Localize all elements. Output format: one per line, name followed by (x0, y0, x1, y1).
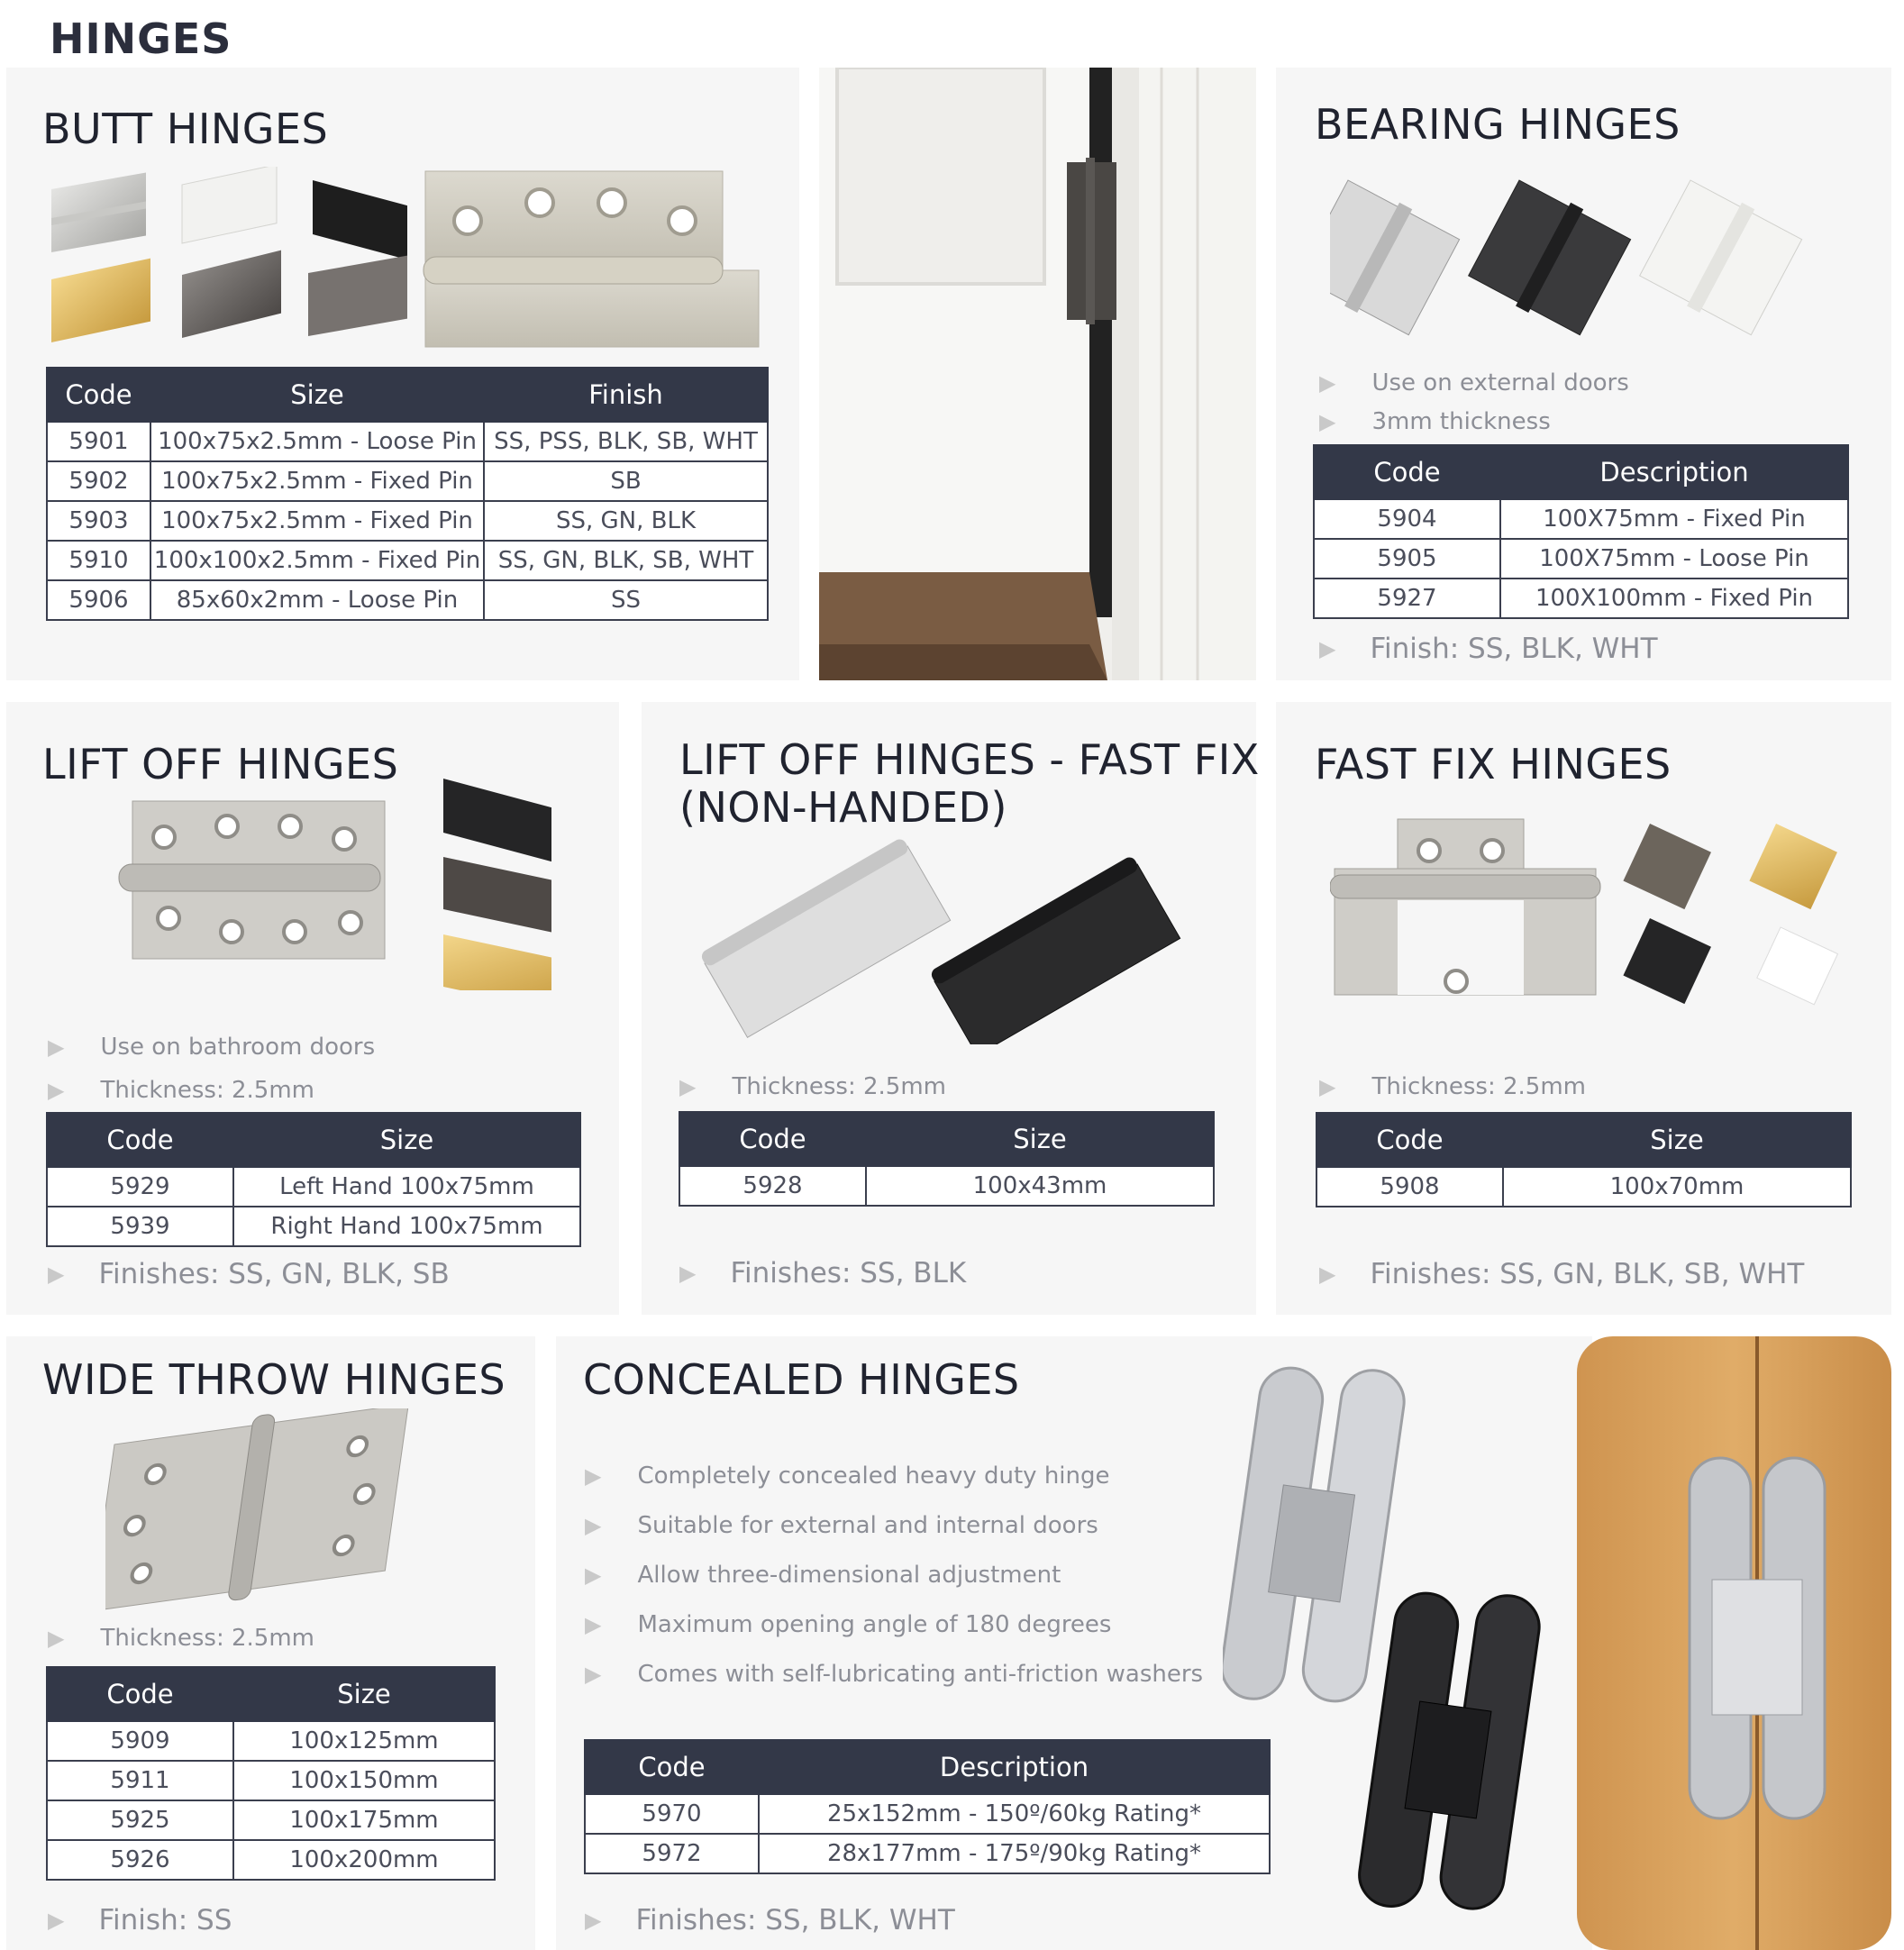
concealed-hinge-door-photo (1577, 1336, 1891, 1950)
bullet-text: Comes with self-lubricating anti-friction washers (637, 1661, 1204, 1688)
column-header: Code (1314, 445, 1500, 499)
fast-fix-hinges-table (1316, 1112, 1852, 1207)
table-header-row (1316, 1113, 1851, 1167)
triangle-right-icon: ▶ (1319, 1074, 1336, 1099)
fast-fix-hinges-title: FAST FIX HINGES (1315, 740, 1672, 788)
finish-text: Finishes: SS, BLK, WHT (635, 1904, 955, 1936)
triangle-right-icon: ▶ (679, 1261, 697, 1286)
table-row (47, 1840, 495, 1880)
table-cell: 100x150mm (233, 1761, 495, 1800)
lift-off-hinges-product-image (114, 774, 583, 990)
finish-note (585, 1904, 955, 1936)
table-cell: SS, GN, BLK, SB, WHT (484, 541, 768, 580)
table-header-row (47, 368, 768, 422)
table-cell: 100x200mm (233, 1840, 495, 1880)
table-cell: 5929 (47, 1167, 233, 1207)
table-cell: SS, GN, BLK (484, 501, 768, 541)
triangle-right-icon: ▶ (1319, 370, 1336, 396)
bullet-item (585, 1661, 1203, 1688)
triangle-right-icon: ▶ (585, 1513, 602, 1538)
table-row (585, 1794, 1270, 1834)
bullet-text: Use on bathroom doors (100, 1034, 376, 1061)
column-header: Description (759, 1740, 1270, 1794)
table-cell: SB (484, 461, 768, 501)
butt-hinges-product-image (47, 167, 768, 356)
bullet-text: Maximum opening angle of 180 degrees (637, 1611, 1112, 1638)
finish-note (1319, 633, 1658, 665)
table-cell: 100X75mm - Loose Pin (1500, 539, 1848, 579)
column-header: Size (233, 1667, 495, 1721)
table-cell: 25x152mm - 150º/60kg Rating* (759, 1794, 1270, 1834)
column-header: Description (1500, 445, 1848, 499)
table-cell: 5909 (47, 1721, 233, 1761)
bullet-text: Thickness: 2.5mm (100, 1625, 314, 1652)
bullet-text: Thickness: 2.5mm (1371, 1073, 1586, 1100)
table-cell: Left Hand 100x75mm (233, 1167, 580, 1207)
bearing-hinges-table (1313, 444, 1849, 619)
finish-note (48, 1258, 450, 1290)
bullet-text: Completely concealed heavy duty hinge (637, 1462, 1110, 1490)
triangle-right-icon: ▶ (48, 1262, 65, 1287)
triangle-right-icon: ▶ (1319, 1262, 1336, 1287)
lift-off-hinges-panel (6, 702, 619, 1315)
lift-off-fast-fix-panel (642, 702, 1260, 1315)
finish-text: Finishes: SS, GN, BLK, SB (98, 1258, 450, 1290)
column-header: Size (1503, 1113, 1851, 1167)
concealed-hinges-panel (556, 1336, 1592, 1950)
table-cell: 100X75mm - Fixed Pin (1500, 499, 1848, 539)
table-cell: 5925 (47, 1800, 233, 1840)
table-cell: 5901 (47, 422, 150, 461)
table-cell: 5902 (47, 461, 150, 501)
triangle-right-icon: ▶ (48, 1034, 65, 1060)
table-cell: 5970 (585, 1794, 759, 1834)
table-row (1316, 1167, 1851, 1207)
finish-note (48, 1904, 232, 1936)
table-row (47, 1207, 580, 1246)
table-row (585, 1834, 1270, 1873)
table-cell: 5903 (47, 501, 150, 541)
bullet-item (1319, 1073, 1586, 1100)
wide-throw-hinges-title: WIDE THROW HINGES (42, 1355, 506, 1404)
table-cell: 100x70mm (1503, 1167, 1851, 1207)
bullet-item (48, 1077, 314, 1104)
door-hinge-photo (819, 68, 1256, 680)
butt-hinges-title: BUTT HINGES (42, 105, 329, 153)
column-header: Code (585, 1740, 759, 1794)
table-cell: 100x125mm (233, 1721, 495, 1761)
triangle-right-icon: ▶ (585, 1612, 602, 1637)
table-row (679, 1166, 1214, 1206)
table-cell: 5911 (47, 1761, 233, 1800)
bearing-hinges-title: BEARING HINGES (1315, 100, 1681, 149)
finish-text: Finish: SS, BLK, WHT (1370, 633, 1658, 665)
table-cell: 5910 (47, 541, 150, 580)
triangle-right-icon: ▶ (48, 1908, 65, 1933)
table-row (47, 580, 768, 620)
wide-throw-hinges-product-image (105, 1408, 439, 1625)
triangle-right-icon: ▶ (1319, 636, 1336, 661)
column-header: Size (233, 1113, 580, 1167)
concealed-hinges-table (584, 1739, 1271, 1874)
table-cell: 5908 (1316, 1167, 1503, 1207)
finish-note (1319, 1258, 1804, 1290)
table-header-row (1314, 445, 1848, 499)
table-row (1314, 579, 1848, 618)
page-title: HINGES (50, 14, 232, 63)
table-row (47, 1167, 580, 1207)
bullet-item (48, 1625, 314, 1652)
lift-off-fast-fix-product-image (696, 828, 1200, 1044)
table-row (47, 1761, 495, 1800)
butt-hinges-table (46, 367, 769, 621)
bearing-hinges-product-image (1330, 162, 1862, 342)
column-header: Code (679, 1112, 866, 1166)
column-header: Code (47, 1113, 233, 1167)
table-row (1314, 539, 1848, 579)
bullet-item (48, 1034, 375, 1061)
title-line: LIFT OFF HINGES - FAST FIX (679, 735, 1260, 784)
bullet-item (585, 1512, 1098, 1539)
table-cell: SS, PSS, BLK, SB, WHT (484, 422, 768, 461)
table-header-row (47, 1667, 495, 1721)
finish-text: Finishes: SS, BLK (730, 1257, 967, 1289)
wide-throw-hinges-panel (6, 1336, 535, 1950)
bullet-item (585, 1462, 1110, 1490)
column-header: Code (1316, 1113, 1503, 1167)
bullet-text: Thickness: 2.5mm (100, 1077, 314, 1104)
table-row (47, 501, 768, 541)
table-row (47, 541, 768, 580)
table-cell: 100x43mm (866, 1166, 1214, 1206)
triangle-right-icon: ▶ (48, 1626, 65, 1651)
bearing-hinges-panel (1276, 68, 1891, 680)
bullet-text: Allow three-dimensional adjustment (637, 1562, 1061, 1589)
table-cell: Right Hand 100x75mm (233, 1207, 580, 1246)
table-header-row (679, 1112, 1214, 1166)
finish-text: Finishes: SS, GN, BLK, SB, WHT (1370, 1258, 1805, 1290)
triangle-right-icon: ▶ (679, 1074, 697, 1099)
table-row (47, 1721, 495, 1761)
column-header: Code (47, 1667, 233, 1721)
finish-text: Finish: SS (98, 1904, 232, 1936)
table-cell: 5927 (1314, 579, 1500, 618)
table-cell: 5904 (1314, 499, 1500, 539)
concealed-hinges-title: CONCEALED HINGES (583, 1355, 1020, 1404)
finish-note (679, 1257, 966, 1289)
table-cell: SS (484, 580, 768, 620)
title-line: (NON-HANDED) (679, 782, 1007, 832)
table-row (47, 422, 768, 461)
bullet-text: Use on external doors (1371, 369, 1629, 396)
bullet-item (585, 1562, 1061, 1589)
bullet-item (585, 1611, 1111, 1638)
lift-off-hinges-title: LIFT OFF HINGES (42, 740, 399, 788)
column-header: Size (150, 368, 484, 422)
triangle-right-icon: ▶ (585, 1463, 602, 1489)
butt-hinges-panel (6, 68, 799, 680)
table-cell: 100x175mm (233, 1800, 495, 1840)
table-cell: 100X100mm - Fixed Pin (1500, 579, 1848, 618)
bullet-text: 3mm thickness (1371, 408, 1551, 435)
table-cell: 100x75x2.5mm - Loose Pin (150, 422, 484, 461)
triangle-right-icon: ▶ (585, 1662, 602, 1687)
triangle-right-icon: ▶ (48, 1078, 65, 1103)
bullet-item (679, 1073, 946, 1100)
column-header: Code (47, 368, 150, 422)
concealed-hinges-product-image (1223, 1354, 1583, 1931)
table-cell: 5926 (47, 1840, 233, 1880)
table-row (1314, 499, 1848, 539)
table-cell: 28x177mm - 175º/90kg Rating* (759, 1834, 1270, 1873)
table-cell: 5928 (679, 1166, 866, 1206)
table-cell: 5972 (585, 1834, 759, 1873)
table-row (47, 1800, 495, 1840)
column-header: Finish (484, 368, 768, 422)
table-cell: 5906 (47, 580, 150, 620)
fast-fix-hinges-product-image (1330, 810, 1871, 1026)
bullet-item (1319, 369, 1629, 396)
wide-throw-hinges-table (46, 1666, 496, 1881)
triangle-right-icon: ▶ (585, 1908, 602, 1933)
lift-off-fast-fix-title (679, 736, 1260, 832)
table-header-row (47, 1113, 580, 1167)
table-cell: 100x100x2.5mm - Fixed Pin (150, 541, 484, 580)
bullet-text: Suitable for external and internal doors (637, 1512, 1098, 1539)
bullet-item (1319, 408, 1551, 435)
table-cell: 5939 (47, 1207, 233, 1246)
bullet-text: Thickness: 2.5mm (732, 1073, 946, 1100)
table-header-row (585, 1740, 1270, 1794)
column-header: Size (866, 1112, 1214, 1166)
lift-off-hinges-table (46, 1112, 581, 1247)
triangle-right-icon: ▶ (1319, 409, 1336, 434)
table-row (47, 461, 768, 501)
table-cell: 100x75x2.5mm - Fixed Pin (150, 461, 484, 501)
lift-off-fast-fix-table (679, 1111, 1215, 1207)
table-cell: 5905 (1314, 539, 1500, 579)
table-cell: 85x60x2mm - Loose Pin (150, 580, 484, 620)
fast-fix-hinges-panel (1276, 702, 1891, 1315)
table-cell: 100x75x2.5mm - Fixed Pin (150, 501, 484, 541)
triangle-right-icon: ▶ (585, 1563, 602, 1588)
